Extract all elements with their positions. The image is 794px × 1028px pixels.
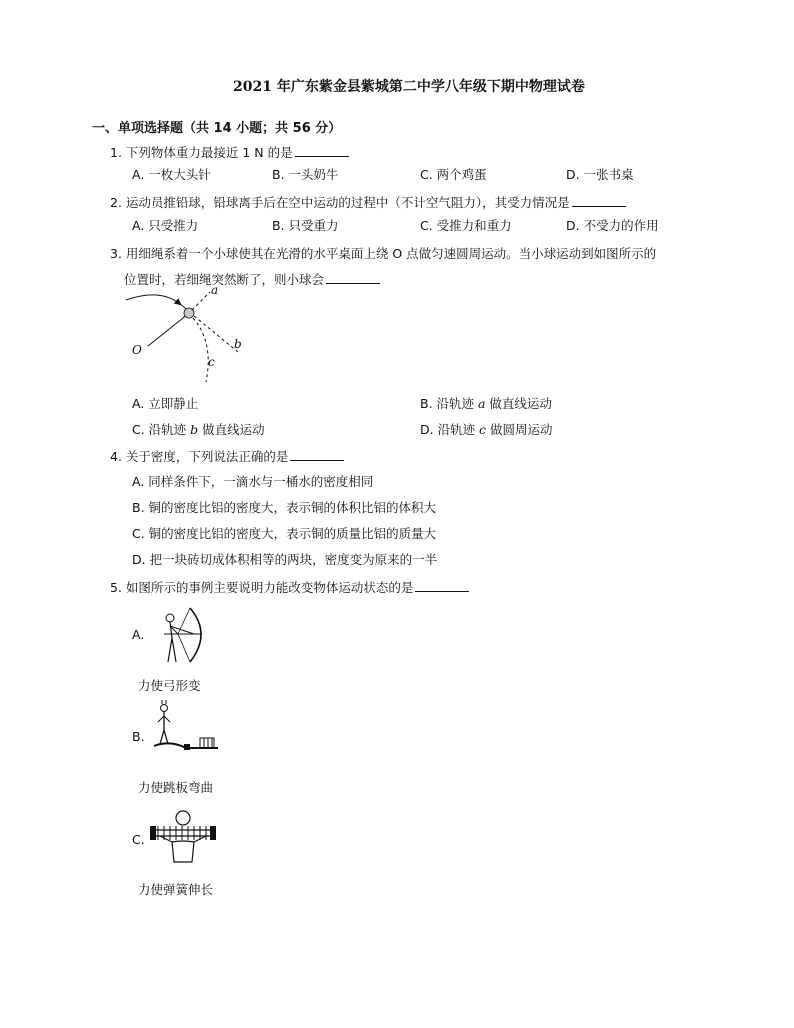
diving-board-illustration: [150, 700, 222, 762]
q2-option-b: B. 只受重力: [272, 218, 339, 233]
motion-arrow: [126, 295, 180, 304]
answer-blank: [326, 271, 380, 284]
circular-motion-figure: [118, 282, 258, 390]
trajectory-a: [192, 292, 210, 310]
archer-illustration: [150, 604, 210, 666]
q5-item-c-caption: 力使弹簧伸长: [138, 882, 214, 897]
q5-item-c-letter: C.: [132, 832, 145, 847]
q1-option-a: A. 一枚大头针: [132, 167, 211, 182]
question-2: [110, 193, 626, 211]
q4-option-b: B. 铜的密度比铝的密度大，表示铜的体积比铝的体积大: [132, 500, 437, 515]
question-4: [110, 447, 344, 465]
q2-option-d: D. 不受力的作用: [566, 218, 659, 233]
q5-item-b-caption: 力使跳板弯曲: [138, 780, 214, 795]
q3-option-a: A. 立即静止: [132, 396, 199, 411]
page-title: 2021 年广东紫金县紫城第二中学八年级下期中物理试卷: [233, 79, 585, 95]
label-b: b: [234, 337, 242, 351]
q1-option-c: C. 两个鸡蛋: [420, 167, 487, 182]
q5-item-a-letter: A.: [132, 627, 145, 642]
q5-item-a-caption: 力使弓形变: [138, 678, 201, 693]
question-3-line-1: 3. 用细绳系着一个小球使其在光滑的水平桌面上绕 O 点做匀速圆周运动。当小球运动到如图所示的: [110, 246, 657, 261]
label-o: O: [132, 343, 142, 357]
q3-option-c: C. 沿轨迹 b 做直线运动: [132, 422, 265, 437]
q4-option-c: C. 铜的密度比铝的密度大，表示铜的质量比铝的质量大: [132, 526, 437, 541]
question-1-stem: 1. 下列物体重力最接近 1 N 的是: [110, 145, 293, 160]
label-c: c: [208, 355, 215, 369]
question-2-stem: 2. 运动员推铅球，铅球离手后在空中运动的过程中（不计空气阻力），其受力情况是: [110, 195, 570, 210]
answer-blank: [415, 579, 469, 592]
q4-option-a: A. 同样条件下，一滴水与一桶水的密度相同: [132, 474, 374, 489]
q3-option-d: D. 沿轨迹 c 做圆周运动: [420, 422, 553, 437]
q1-option-d: D. 一张书桌: [566, 167, 634, 182]
answer-blank: [572, 194, 626, 207]
trajectory-b: [194, 316, 238, 352]
question-3-line-2: 位置时，若细绳突然断了，则小球会: [124, 270, 380, 288]
question-5-stem: 5. 如图所示的事例主要说明力能改变物体运动状态的是: [110, 580, 414, 595]
question-1: [110, 143, 349, 161]
spring-expander-illustration: [148, 806, 218, 868]
answer-blank: [290, 448, 344, 461]
string-line: [148, 314, 188, 346]
q2-option-a: A. 只受推力: [132, 218, 199, 233]
q4-option-d: D. 把一块砖切成体积相等的两块，密度变为原来的一半: [132, 552, 438, 567]
q1-option-b: B. 一头奶牛: [272, 167, 339, 182]
answer-blank: [295, 144, 349, 157]
label-a: a: [211, 283, 219, 297]
trajectory-c: [193, 318, 208, 382]
section-heading: 一、单项选择题（共 14 小题；共 56 分）: [92, 121, 342, 136]
q2-option-c: C. 受推力和重力: [420, 218, 512, 233]
q3-option-b: B. 沿轨迹 a 做直线运动: [420, 396, 552, 411]
question-5: [110, 578, 469, 596]
q5-item-b-letter: B.: [132, 729, 145, 744]
question-4-stem: 4. 关于密度，下列说法正确的是: [110, 449, 289, 464]
